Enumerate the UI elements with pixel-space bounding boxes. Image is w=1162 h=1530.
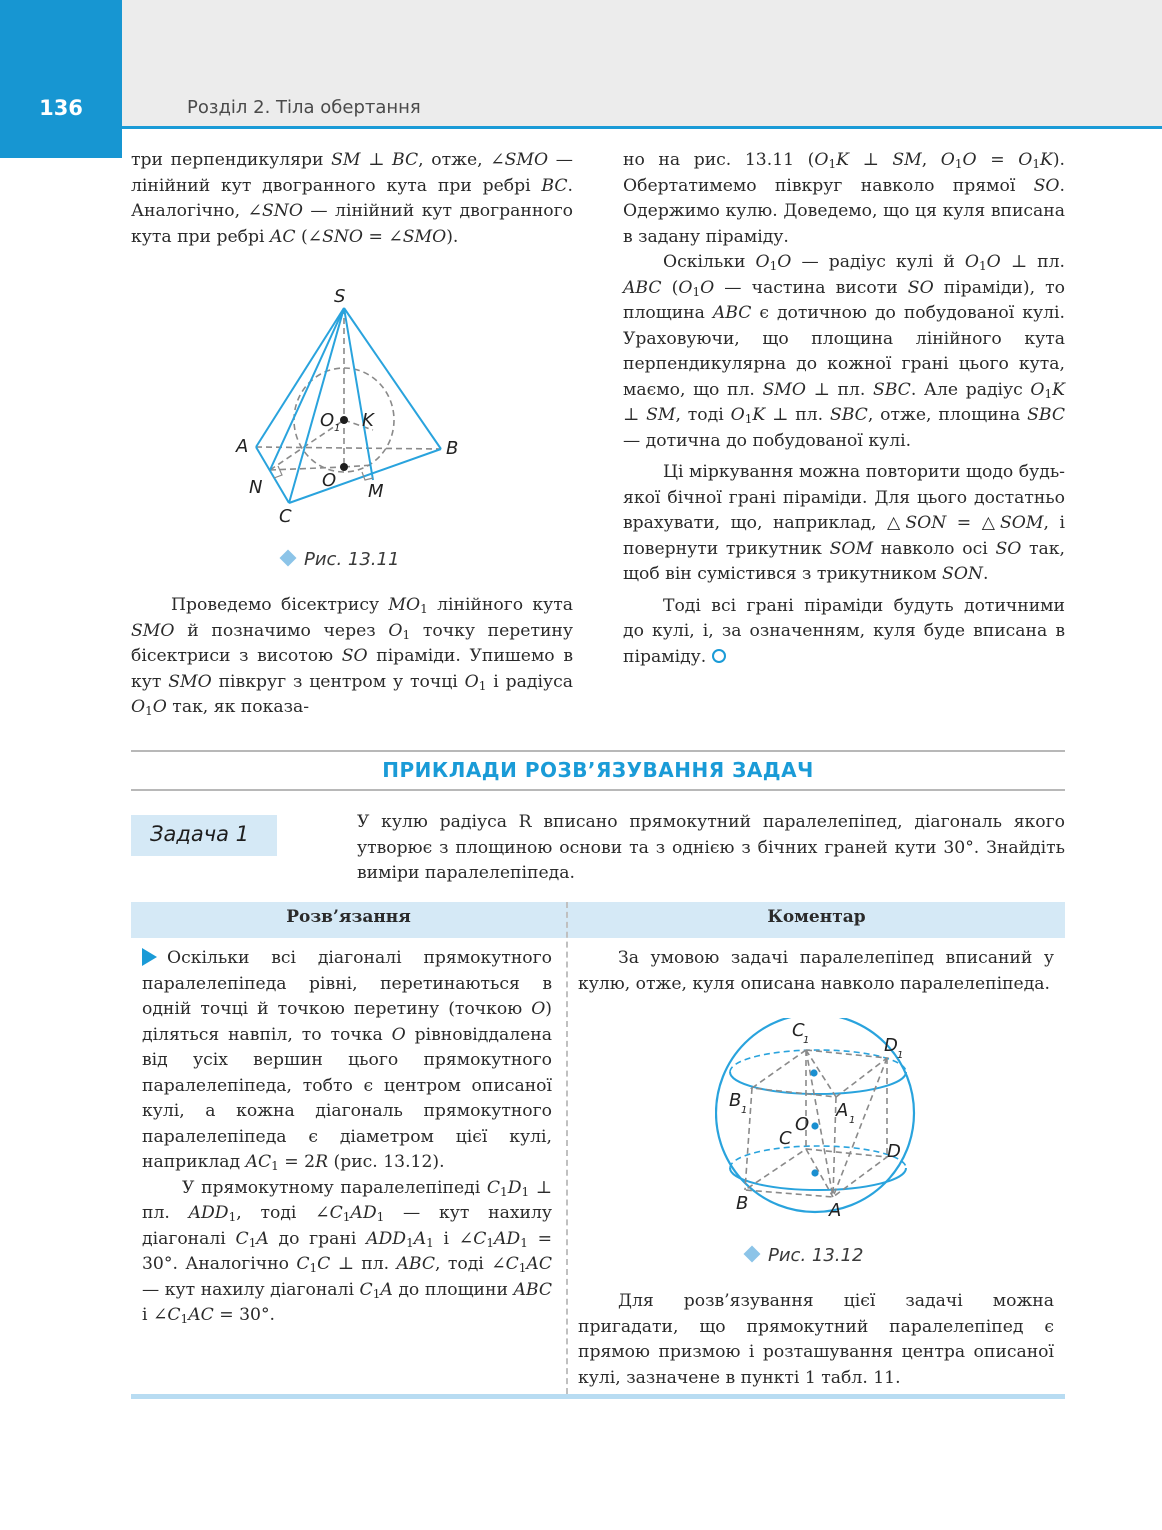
fig1-label-o: O: [322, 470, 337, 491]
fig1-label-n: N: [249, 477, 263, 498]
fig1-label-k: K: [362, 410, 374, 431]
table-header-solution: Розв’язання: [286, 907, 411, 927]
fig2-label-c1: C: [792, 1020, 805, 1041]
table-header-comment: Коментар: [767, 907, 866, 927]
task-badge: [131, 815, 277, 856]
solution-text: Оскільки всі діагоналі прямокутного паралелепіпеда рівні, перетинаються в одній точці й точкою перетину (точкою O) діляться навпіл, то точка O рівновіддалена від усіх вершин цього прямокутного паралелепіпеда, тобто є центром описаної кулі, а кожна діагональ прямокутного паралелепіпеда є діаметром цієї кулі, наприклад $AC_1 = 2R$ (рис. 13.12). У прямокутному паралелепіпеді $C_1D_1$ ⊥ пл. $ADD_1$, тоді $\angle C_1AD_1$ — кут нахилу діагоналі $C_1A$ до грані $ADD_1A_1$ і $\angle C_1AD_1 = 30^\circ$. Аналогічно $C_1C$ ⊥ пл. ABC, тоді $\angle C_1AC$ — кут нахилу діагоналі $C_1A$ до площини ABC і $\angle C_1AC = 30^\circ$.: [142, 948, 553, 1326]
header-rule: [122, 126, 1162, 129]
chapter-title: Розділ 2. Тіла обертання: [187, 97, 421, 118]
fig2-label-d1-sub: 1: [897, 1050, 904, 1061]
left-column-text-bottom: Проведемо бісектрису $MO_1$ лінійного кута SMO й позначимо через $O_1$ точку перетину бісектриси з висотою SO піраміди. Упишемо в кут SMO півкруг з центром у точці $O_1$ і радіуса $O_1O$ так, як показа-: [131, 595, 574, 718]
table-column-separator: [566, 902, 568, 1394]
diamond-icon: [744, 1246, 761, 1263]
fig2-label-a1: A: [836, 1100, 849, 1121]
section-title: ПРИКЛАДИ РОЗВ’ЯЗУВАННЯ ЗАДАЧ: [382, 758, 814, 782]
fig2-label-a: A: [829, 1200, 842, 1221]
task-text: У кулю радіуса R вписано прямокутний паралелепіпед, діагональ якого утворює з площиною основи та з однією з бічних граней кути 30°. Знайдіть виміри паралелепіпеда.: [357, 812, 1065, 883]
fig1-label-m: M: [368, 481, 384, 502]
section-rule-bottom: [131, 789, 1065, 791]
fig1-label-s: S: [334, 286, 346, 307]
caption-text: Рис. 13.12: [768, 1245, 864, 1266]
fig1-label-c: C: [279, 506, 292, 527]
left-column-text-top: три перпендикуляри SM ⊥ BC, отже, ∠SMO — лінійний кут двогранного кута при ребрі BC. Аналогічно, ∠SNO — лінійний кут двогранного кута при ребрі AC (∠SNO = ∠SMO).: [131, 150, 573, 247]
right-column-text: но на рис. 13.11 ($O_1K$ ⊥ SM, $O_1O = O_1K$). Обертатимемо півкруг навколо прямої SO. Одержимо кулю. Доведемо, що ця куля вписана в задану піраміду. Оскільки $O_1O$ — радіус кулі й $O_1O$ ⊥ пл. ABC ($O_1O$ — частина висоти SO піраміди), то площина ABC є дотичною до побудованої кулі. Ураховуючи, що площина лінійного кута перпендикулярна до кожної грані цього кута, маємо, що пл. SMO ⊥ пл. SBC. Але радіус $O_1K$ ⊥ SM, тоді $O_1K$ ⊥ пл. SBC, отже, площина SBC — дотична до побудованої кулі. Ці міркування можна повторити щодо будь-якої бічної грані піраміди. Для цього достатньо врахувати, що, наприклад, △SON = △SOM, і повернути трикутник SOM навколо осі SO так, щоб він сумістився з трикутником SON. Тоді всі грані піраміди будуть дотичними до кулі, і, за означенням, куля буде вписана в піраміду.: [623, 150, 1066, 667]
figure-13-11-pyramid: [225, 280, 485, 530]
fig2-label-b: B: [736, 1193, 749, 1214]
fig2-label-d: D: [887, 1141, 901, 1162]
page-number: 136: [39, 96, 83, 120]
fig2-label-b1-sub: 1: [741, 1105, 748, 1116]
comment-text-bottom: Для розв’язування цієї задачі можна пригадати, що прямокутний паралелепіпед є прямою призмою і розташування центра описаної кулі, зазначене в пункті 1 табл. 11.: [578, 1291, 1054, 1388]
fig2-label-c: C: [779, 1128, 792, 1149]
figure-13-11-caption: [282, 549, 399, 570]
fig2-label-d1: D: [884, 1035, 898, 1056]
figure-13-12-caption: [746, 1245, 863, 1266]
figure-13-12-sphere: [715, 1018, 925, 1226]
fig1-label-a: A: [236, 436, 249, 457]
fig1-label-o1: O: [320, 410, 335, 431]
comment-text-top: За умовою задачі паралелепіпед вписаний у кулю, отже, куля описана навколо паралелепіпеда.: [578, 948, 1054, 994]
end-of-proof-icon: [712, 649, 726, 663]
section-rule-top: [131, 750, 1065, 752]
diamond-icon: [280, 550, 297, 567]
header-band: [0, 0, 1162, 128]
play-triangle-icon: [142, 948, 157, 966]
caption-text: Рис. 13.11: [304, 549, 400, 570]
fig2-label-o: O: [795, 1114, 810, 1135]
fig2-label-b1: B: [729, 1090, 742, 1111]
fig1-label-b: B: [446, 438, 459, 459]
fig2-label-c1-sub: 1: [803, 1035, 810, 1046]
table-bottom-rule: [131, 1394, 1065, 1399]
task-label: Задача 1: [150, 822, 250, 846]
fig1-label-o1-sub: 1: [334, 423, 341, 434]
page-number-tab: [0, 0, 122, 158]
fig2-label-a1-sub: 1: [849, 1115, 856, 1126]
